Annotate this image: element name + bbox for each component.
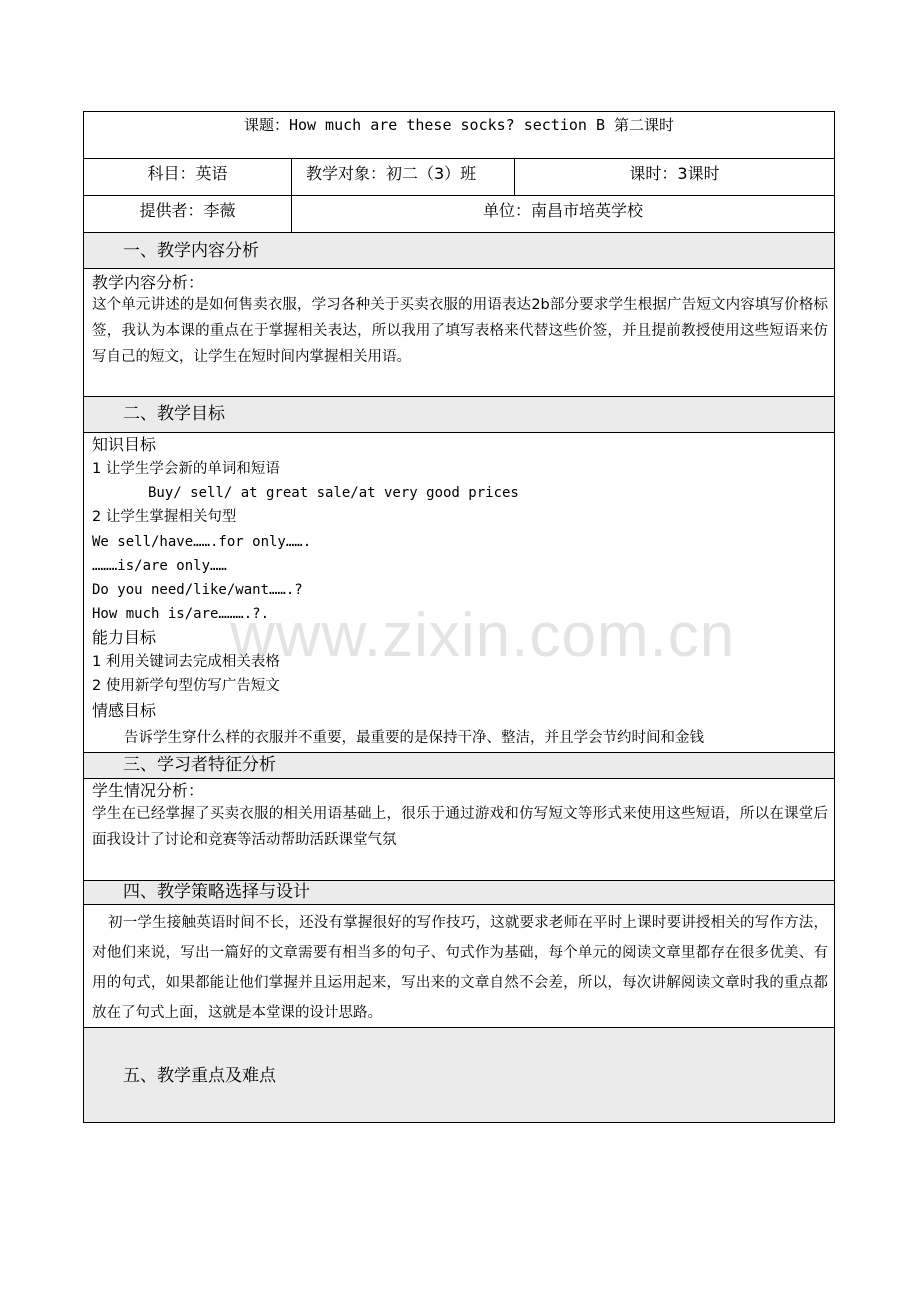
s5-heading: 五、教学重点及难点 xyxy=(123,1066,276,1086)
pattern-1: We sell/have…….for only……. xyxy=(92,534,312,550)
pattern-2: ………is/are only…… xyxy=(92,558,227,574)
hours-cell: 课时：3课时 xyxy=(629,164,720,183)
s1-subheading: 教学内容分析： xyxy=(92,273,205,292)
s4-body: 初一学生接触英语时间不长，还没有掌握很好的写作技巧，这就要求老师在平时上课时要讲授相关的写作方法，对他们来说，写出一篇好的文章需要有相当多的句子、句式作为基础，每个单元的阅读文章里都存在很多优美、有用的句式，如果都能让他们掌握并且运用起来，写出来的文章自然不会差，所以，每次讲解阅读文章时我的重点都放在了句式上面，这就是本堂课的设计思路。 xyxy=(92,915,828,1021)
pattern-3: Do you need/like/want…….? xyxy=(92,582,303,598)
ability-goal-title: 能力目标 xyxy=(92,628,157,647)
s4-heading: 四、教学策略选择与设计 xyxy=(123,882,310,902)
site-watermark: www.zixin.com.cn xyxy=(230,601,736,670)
ability-item-2: 2 使用新学句型仿写广告短文 xyxy=(92,678,280,694)
knowledge-goal-title: 知识目标 xyxy=(92,435,157,454)
knowledge-item-1: 1 让学生学会新的单词和短语 xyxy=(92,461,280,477)
unit-cell: 单位：南昌市培英学校 xyxy=(482,201,643,220)
provider-cell: 提供者：李薇 xyxy=(139,201,236,220)
s1-heading: 一、教学内容分析 xyxy=(123,241,259,261)
s2-heading: 二、教学目标 xyxy=(123,404,225,424)
audience-cell: 教学对象：初二（3）班 xyxy=(306,164,477,183)
emotion-item-1: 告诉学生穿什么样的衣服并不重要，最重要的是保持干净、整洁，并且学会节约时间和金钱 xyxy=(124,730,704,746)
s3-heading: 三、学习者特征分析 xyxy=(123,755,276,775)
pattern-4: How much is/are……….?. xyxy=(92,606,270,622)
knowledge-words: Buy/ sell/ at great sale/at very good prices xyxy=(148,485,519,501)
s1-body: 这个单元讲述的是如何售卖衣服，学习各种关于买卖衣服的用语表达2b部分要求学生根据广告短文内容填写价格标签，我认为本课的重点在于掌握相关表达，所以我用了填写表格来代替这些价签，并且提前教授使用这些短语来仿写自己的短文，让学生在短时间内掌握相关用语。 xyxy=(92,297,828,365)
subject-cell: 科目：英语 xyxy=(147,164,228,183)
s3-subheading: 学生情况分析： xyxy=(92,781,205,800)
emotion-goal-title: 情感目标 xyxy=(92,701,157,720)
lesson-title: 课题：How much are these socks? section B 第二课时 xyxy=(243,116,675,134)
knowledge-item-2: 2 让学生掌握相关句型 xyxy=(92,509,237,525)
ability-item-1: 1 利用关键词去完成相关表格 xyxy=(92,654,280,670)
s3-body: 学生在已经掌握了买卖衣服的相关用语基础上，很乐于通过游戏和仿写短文等形式来使用这些短语，所以在课堂后面我设计了讨论和竞赛等活动帮助活跃课堂气氛 xyxy=(92,806,828,848)
